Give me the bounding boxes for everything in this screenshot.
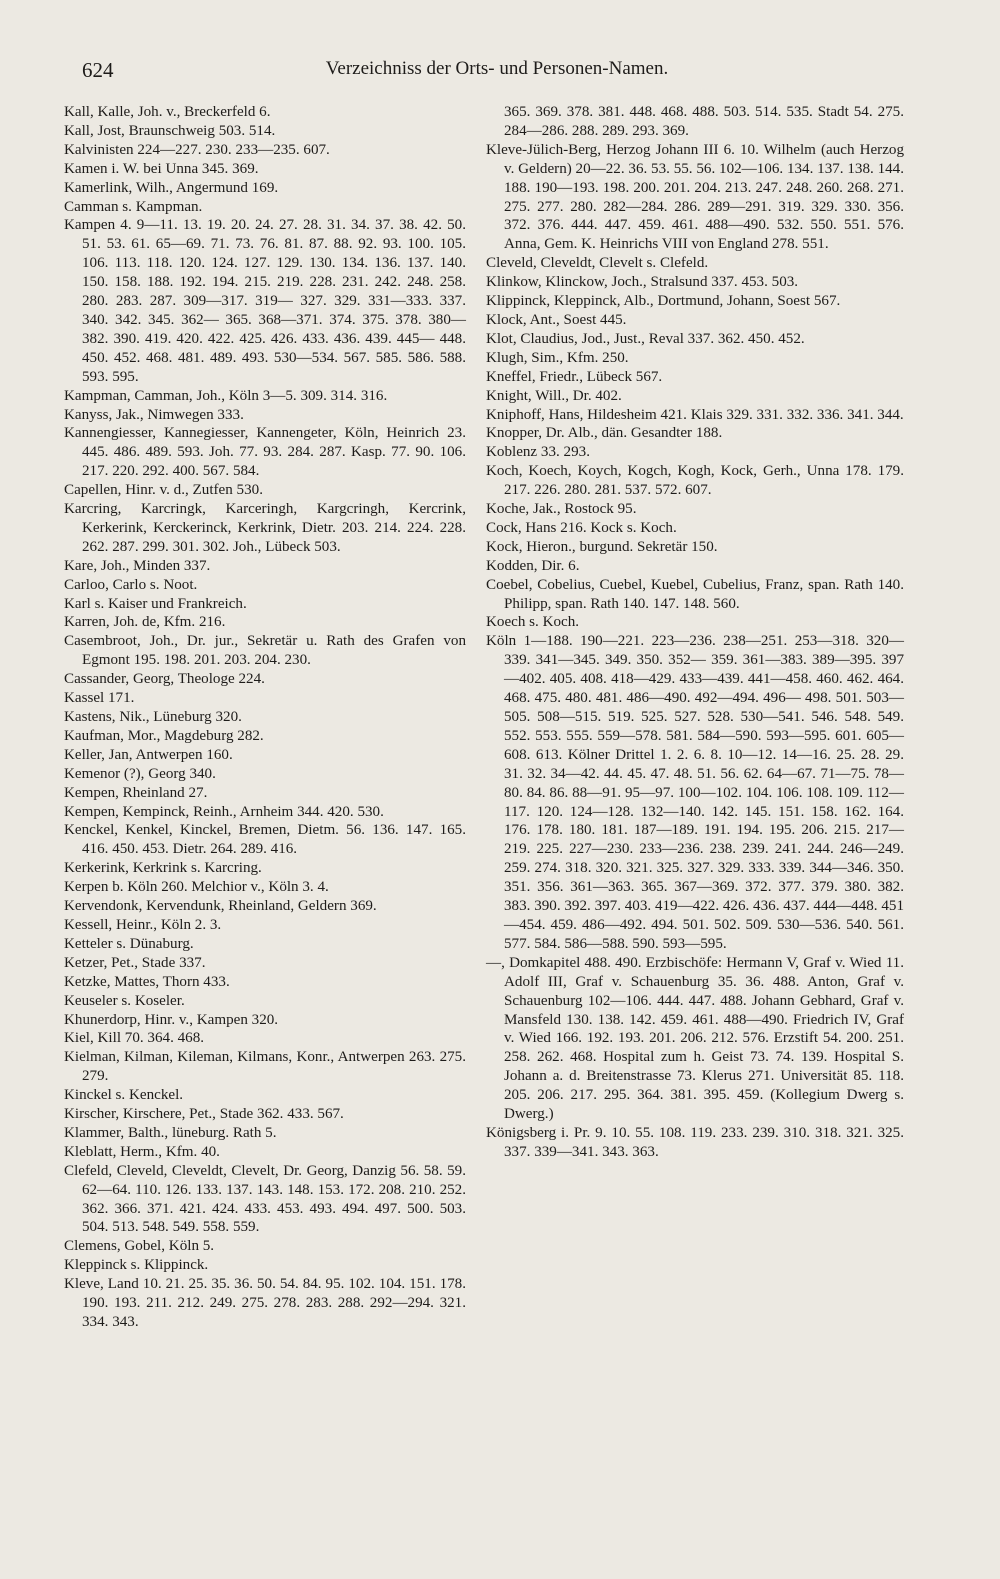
index-entry: Carloo, Carlo s. Noot. (64, 576, 198, 593)
index-entry: Kare, Joh., Minden 337. (64, 557, 211, 574)
index-entry: Königsberg i. Pr. 9. 10. 55. 108. 119. 233. 239. 310. 318. 321. 325. 337. 339—341. 343. 363. (486, 1124, 904, 1160)
index-entry: Koblenz 33. 293. (486, 444, 590, 461)
index-entry: Kempen, Kempinck, Reinh., Arnheim 344. 420. 530. (64, 803, 384, 820)
index-entry: Kerkerink, Kerkrink s. Karcring. (64, 860, 262, 877)
left-column (64, 103, 466, 1332)
index-entry: Köln 1—188. 190—221. 223—236. 238—251. 253—318. 320—339. 341—345. 349. 350. 352— 359. 361—383. 389—395. 397—402. 405. 408. 418—429. 433—439. 441—458. 460. 462. 464. 468. 475. 480. 481. 486—490. 492—494. 496— 498. 501. 503—505. 508—515. 519. 525. 527. 528. 530—541. 546. 548. 549. 552. 553. 555. 559—578. 581. 584—590. 593—595. 601. 605— 608. 613. Kölner Drittel 1. 2. 6. 8. 10—12. 14—16. 25. 28. 29. 31. 32. 34—42. 44. 45. 47. 48. 51. 56. 62. 64—67. 71—75. 78—80. 84. 86. 88—91. 95—97. 100—102. 104. 106. 108. 109. 112—117. 120. 124—128. 132—140. 142. 145. 151. 158. 162. 164. 176. 178. 180. 181. 187—189. 191. 194. 195. 206. 215. 217— 219. 225. 227—230. 233—236. 238. 239. 241. 244. 246—249. 259. 274. 318. 320. 321. 325. 327. 329. 333. 339. 344—346. 350. 351. 356. 361—363. 365. 367—369. 372. 377. 379. 380. 382. 383. 390. 392. 397. 403. 419—422. 426. 436. 437. 444—448. 451—454. 459. 486—492. 494. 501. 502. 509. 530—536. 540. 561. 577. 584. 586—588. 590. 593—595. (486, 633, 904, 952)
index-entry: Kniphoff, Hans, Hildesheim 421. Klais 329. 331. 332. 336. 341. 344. (486, 406, 904, 423)
index-entry: Klinkow, Klinckow, Joch., Stralsund 337. 453. 503. (486, 274, 799, 291)
index-entry: Kielman, Kilman, Kileman, Kilmans, Konr., Antwerpen 263. 275. 279. (64, 1049, 466, 1085)
index-entry: Kamerlink, Wilh., Angermund 169. (64, 179, 279, 196)
index-entry: Karren, Joh. de, Kfm. 216. (64, 614, 226, 631)
index-entry: Knight, Will., Dr. 402. (486, 387, 622, 404)
index-entry: Khunerdorp, Hinr. v., Kampen 320. (64, 1011, 279, 1028)
index-entry: Kinckel s. Kenckel. (64, 1087, 184, 1104)
index-entry: Kampman, Camman, Joh., Köln 3—5. 309. 314. 316. (64, 387, 388, 404)
index-entry: Kemenor (?), Georg 340. (64, 765, 216, 782)
index-entry: Ketzke, Mattes, Thorn 433. (64, 973, 230, 990)
index-entry: Kaufman, Mor., Magdeburg 282. (64, 727, 264, 744)
index-entry: Coebel, Cobelius, Cuebel, Kuebel, Cubelius, Franz, span. Rath 140. Philipp, span. Rath 140. 147. 148. 560. (486, 576, 904, 612)
index-entry: Cleveld, Cleveldt, Clevelt s. Clefeld. (486, 255, 709, 272)
index-entry: Camman s. Kampman. (64, 198, 203, 215)
index-entry: Klugh, Sim., Kfm. 250. (486, 349, 629, 366)
index-entry: Keller, Jan, Antwerpen 160. (64, 746, 233, 763)
index-entry: Kempen, Rheinland 27. (64, 784, 208, 801)
index-entry-continuation: 365. 369. 378. 381. 448. 468. 488. 503. 514. 535. Stadt 54. 275. 284—286. 288. 289. 293. 369. (504, 104, 904, 139)
index-entry: Karl s. Kaiser und Frankreich. (64, 595, 247, 612)
index-entry: Kervendonk, Kervendunk, Rheinland, Geldern 369. (64, 898, 377, 915)
index-entry: Kall, Kalle, Joh. v., Breckerfeld 6. (64, 104, 271, 120)
page-header (82, 58, 912, 88)
index-entry: Kall, Jost, Braunschweig 503. 514. (64, 122, 276, 139)
index-entry: Kleve, Land 10. 21. 25. 35. 36. 50. 54. 84. 95. 102. 104. 151. 178. 190. 193. 211. 212. 249. 275. 278. 283. 288. 292—294. 321. 334. 343. (64, 1276, 466, 1330)
index-entry: Kiel, Kill 70. 364. 468. (64, 1030, 205, 1047)
page-number: 624 (82, 58, 114, 82)
index-entry: Kneffel, Friedr., Lübeck 567. (486, 368, 663, 385)
running-title: Verzeichniss der Orts- und Personen-Namen. (325, 58, 669, 79)
index-entry: Capellen, Hinr. v. d., Zutfen 530. (64, 482, 263, 499)
index-entry: Kanyss, Jak., Nimwegen 333. (64, 406, 244, 423)
index-entry: Klippinck, Kleppinck, Alb., Dortmund, Johann, Soest 567. (486, 293, 841, 310)
right-column (486, 103, 904, 1162)
index-entry: Clefeld, Cleveld, Cleveldt, Clevelt, Dr. Georg, Danzig 56. 58. 59. 62—64. 110. 126. 133. 137. 143. 148. 153. 172. 208. 210. 252. 362. 366. 371. 421. 424. 433. 453. 493. 494. 497. 500. 503. 504. 513. 548. 549. 558. 559. (64, 1162, 466, 1236)
index-entry: Kalvinisten 224—227. 230. 233—235. 607. (64, 141, 330, 158)
index-entry: Kenckel, Kenkel, Kinckel, Bremen, Dietm. 56. 136. 147. 165. 416. 450. 453. Dietr. 264. 289. 416. (64, 822, 466, 858)
index-entry: Casembroot, Joh., Dr. jur., Sekretär u. Rath des Grafen von Egmont 195. 198. 201. 203. 204. 230. (64, 633, 466, 669)
index-entry: Kassel 171. (64, 690, 135, 707)
index-entry: Kirscher, Kirschere, Pet., Stade 362. 433. 567. (64, 1106, 344, 1123)
index-entry: Kleblatt, Herm., Kfm. 40. (64, 1143, 220, 1160)
index-entry: Koche, Jak., Rostock 95. (486, 501, 637, 518)
index-entry: —, Domkapitel 488. 490. Erzbischöfe: Hermann V, Graf v. Wied 11. Adolf III, Graf v. Schauenburg 35. 36. 488. Anton, Graf v. Schauenburg 102—106. 444. 447. 488. Johann Gebhard, Graf v. Mansfeld 130. 138. 142. 459. 461. 488—490. Friedrich IV, Graf v. Wied 166. 192. 193. 201. 206. 212. 576. Erzstift 54. 200. 251. 258. 262. 468. Hospital zum h. Geist 73. 74. 139. Hospital S. Johann a. d. Breitenstrasse 73. Klerus 271. Universität 85. 118. 205. 206. 217. 295. 364. 381. 395. 459. (Kollegium Dwerg s. Dwerg.) (486, 954, 904, 1123)
index-entry: Kodden, Dir. 6. (486, 557, 580, 574)
index-entry: Kampen 4. 9—11. 13. 19. 20. 24. 27. 28. 31. 34. 37. 38. 42. 50. 51. 53. 61. 65—69. 71. 73. 76. 81. 87. 88. 92. 93. 100. 105. 106. 113. 118. 120. 124. 127. 129. 130. 134. 136. 137. 140. 150. 158. 188. 192. 194. 215. 219. 228. 231. 242. 248. 258. 280. 283. 287. 309—317. 319— 327. 329. 331—333. 337. 340. 342. 345. 362— 365. 368—371. 374. 375. 378. 380—382. 390. 419. 420. 422. 425. 426. 433. 436. 439. 445— 448. 450. 452. 468. 481. 489. 493. 530—534. 567. 585. 586. 588. 593. 595. (64, 217, 466, 385)
index-entry: Klammer, Balth., lüneburg. Rath 5. (64, 1124, 277, 1141)
index-entry: Karcring, Karcringk, Karceringh, Kargcringh, Kercrink, Kerkerink, Kerckerinck, Kerkrink, Dietr. 203. 214. 224. 228. 262. 287. 299. 301. 302. Joh., Lübeck 503. (64, 501, 466, 555)
index-entry: Kleppinck s. Klippinck. (64, 1257, 209, 1274)
index-entry: Klock, Ant., Soest 445. (486, 311, 627, 328)
index-entry: Keuseler s. Koseler. (64, 992, 185, 1009)
index-entry: Kock, Hieron., burgund. Sekretär 150. (486, 538, 718, 555)
index-entry: Kessell, Heinr., Köln 2. 3. (64, 916, 222, 933)
index-entry: Clemens, Gobel, Köln 5. (64, 1238, 215, 1255)
index-entry: Kerpen b. Köln 260. Melchior v., Köln 3. 4. (64, 879, 329, 896)
index-entry: Kannengiesser, Kannegiesser, Kannengeter, Köln, Heinrich 23. 445. 486. 489. 593. Joh. 77. 93. 284. 287. Kasp. 77. 90. 106. 217. 220. 292. 400. 567. 584. (64, 425, 466, 480)
index-entry: Ketteler s. Dünaburg. (64, 935, 194, 952)
index-entry: Koech s. Koch. (486, 614, 580, 631)
index-entry: Knopper, Dr. Alb., dän. Gesandter 188. (486, 425, 723, 442)
index-entry: Kastens, Nik., Lüneburg 320. (64, 709, 242, 725)
index-entry: Klot, Claudius, Jod., Just., Reval 337. 362. 450. 452. (486, 330, 805, 347)
index-entry: Kamen i. W. bei Unna 345. 369. (64, 160, 259, 177)
index-entry: Cock, Hans 216. Kock s. Koch. (486, 519, 677, 536)
index-entry: Kleve-Jülich-Berg, Herzog Johann III 6. 10. Wilhelm (auch Herzog v. Geldern) 20—22. 36. 53. 55. 56. 102—106. 134. 137. 138. 144. 188. 190—193. 198. 200. 201. 204. 213. 247. 248. 260. 268. 271. 275. 277. 280. 282—284. 286. 289—291. 319. 329. 330. 356. 372. 376. 444. 447. 459. 461. 488—490. 532. 550. 551. 576. Anna, Gem. K. Heinrichs VIII von England 278. 551. (486, 141, 904, 253)
index-entry: Koch, Koech, Koych, Kogch, Kogh, Kock, Gerh., Unna 178. 179. 217. 226. 280. 281. 537. 572. 607. (486, 463, 904, 499)
index-entry: Ketzer, Pet., Stade 337. (64, 954, 206, 971)
index-entry: Cassander, Georg, Theologe 224. (64, 671, 265, 688)
